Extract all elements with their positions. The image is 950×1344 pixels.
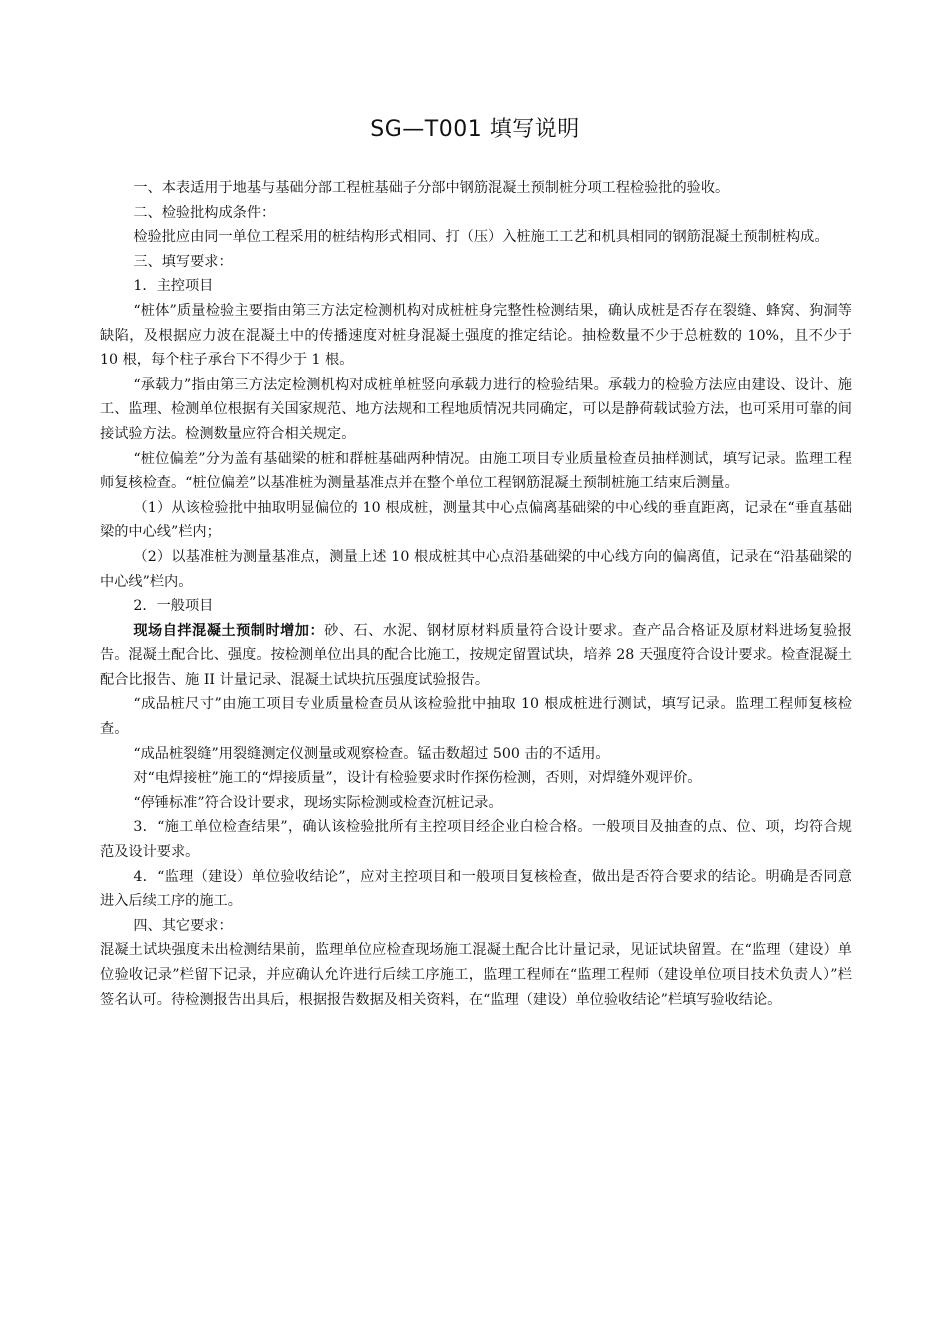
paragraph-pile-body: “桩体”质量检验主要指由第三方法定检测机构对成桩桩身完整性检测结果，确认成桩是否存在裂缝、蜂窝、狗洞等缺陷，及根据应力波在混凝土中的传播速度对桩身混凝土强度的推定结论。抽检数量不少于总桩数的 10%，且不少于 10 根，每个柱子承台下不得少于 1 根。	[100, 302, 852, 369]
paragraph-supervision-conclusion: 4．“监理（建设）单位验收结论”，应对主控项目和一般项目复核检查，做出是否符合要求的结论。明确是否同意进入后续工序的施工。	[100, 868, 852, 910]
heading-other-requirements: 四、其它要求：	[133, 917, 233, 934]
paragraph-composition: 检验批应由同一单位工程采用的桩结构形式相同、打（压）入桩施工工艺和机具相同的钢筋混凝土预制桩构成。	[133, 229, 829, 246]
paragraph-finished-pile-cracks: “成品桩裂缝”用裂缝测定仪测量或观察检查。锰击数超过 500 击的不适用。	[133, 745, 610, 762]
paragraph-scope: 一、本表适用于地基与基础分部工程桩基础子分部中钢筋混凝土预制桩分项工程检验批的验收。	[133, 180, 730, 196]
site-mixed-concrete-label: 现场自拌混凝土预制时增加：	[133, 622, 325, 639]
paragraph-site-mixed-concrete	[100, 619, 852, 693]
paragraph-pile-position-deviation: “桩位偏差”分为盖有基础梁的桩和群桩基础两种情况。由施工项目专业质量检查员抽样测试，填写记录。监理工程师复核检查。“桩位偏差”以基准桩为测量基准点并在整个单位工程钢筋混凝土预制桩施工结束后测量。	[100, 450, 852, 492]
paragraph-welded-pile-joints: 对“电焊接桩”施工的“焊接质量”，设计有检验要求时作探伤检测，否则，对焊缝外观评价。	[133, 770, 702, 787]
page-title: SG—T001 填写说明	[370, 117, 580, 142]
paragraph-bearing-capacity: “承载力”指由第三方法定检测机构对成桩单桩竖向承载力进行的检验结果。承载力的检验方法应由建设、设计、施工、监理、检测单位根据有关国家规范、地方法规和工程地质情况共同确定，可以是静荷载试验方法，也可采用可靠的间接试验方法。检测数量应符合相关规定。	[100, 376, 852, 442]
paragraph-hammer-stop-standard: “停锤标准”符合设计要求，现场实际检测或检查沉桩记录。	[133, 794, 503, 811]
site-mixed-concrete-text: 砂、石、水泥、钢材原材料质量符合设计要求。查产品合格证及原材料进场复验报告。混凝土配合比、强度。按检测单位出具的配合比施工，按规定留置试块，培养 28 天强度符合设计要求。检查混凝土配合比报告、施 II 计量记录、混凝土试块抗压强度试验报告。	[100, 622, 852, 688]
heading-composition-conditions: 二、检验批构成条件：	[133, 204, 276, 221]
paragraph-other-requirements: 混凝土试块强度未出检测结果前，监理单位应检查现场施工混凝土配合比计量记录，见证试块留置。在“监理（建设）单位验收记录”栏留下记录，并应确认允许进行后续工序施工，监理工程师在“监理工程师（建设单位项目技术负责人）”栏签名认可。待检测报告出具后，根据报告数据及相关资料，在“监理（建设）单位验收结论”栏填写验收结论。	[100, 942, 852, 1008]
heading-main-control-items: 1．主控项目	[133, 278, 214, 295]
paragraph-deviation-item-2: （2）以基准桩为测量基准点，测量上述 10 根成桩其中心点沿基础梁的中心线方向的偏离值，记录在“沿基础梁的中心线”栏内。	[100, 548, 852, 590]
paragraph-deviation-item-1: （1）从该检验批中抽取明显偏位的 10 根成桩，测量其中心点偏离基础梁的中心线的垂直距离，记录在“垂直基础梁的中心线”栏内；	[100, 499, 852, 541]
paragraph-construction-check-result: 3．“施工单位检查结果”，确认该检验批所有主控项目经企业白检合格。一般项目及抽查的点、位、项，均符合规范及设计要求。	[100, 819, 852, 861]
document-body	[100, 176, 852, 1012]
heading-general-items: 2．一般项目	[133, 598, 214, 615]
paragraph-finished-pile-size: “成品桩尺寸”由施工项目专业质量检查员从该检验批中抽取 10 根成桩进行测试，填写记录。监理工程师复核检查。	[100, 696, 852, 738]
heading-fill-requirements: 三、填写要求：	[133, 253, 233, 270]
